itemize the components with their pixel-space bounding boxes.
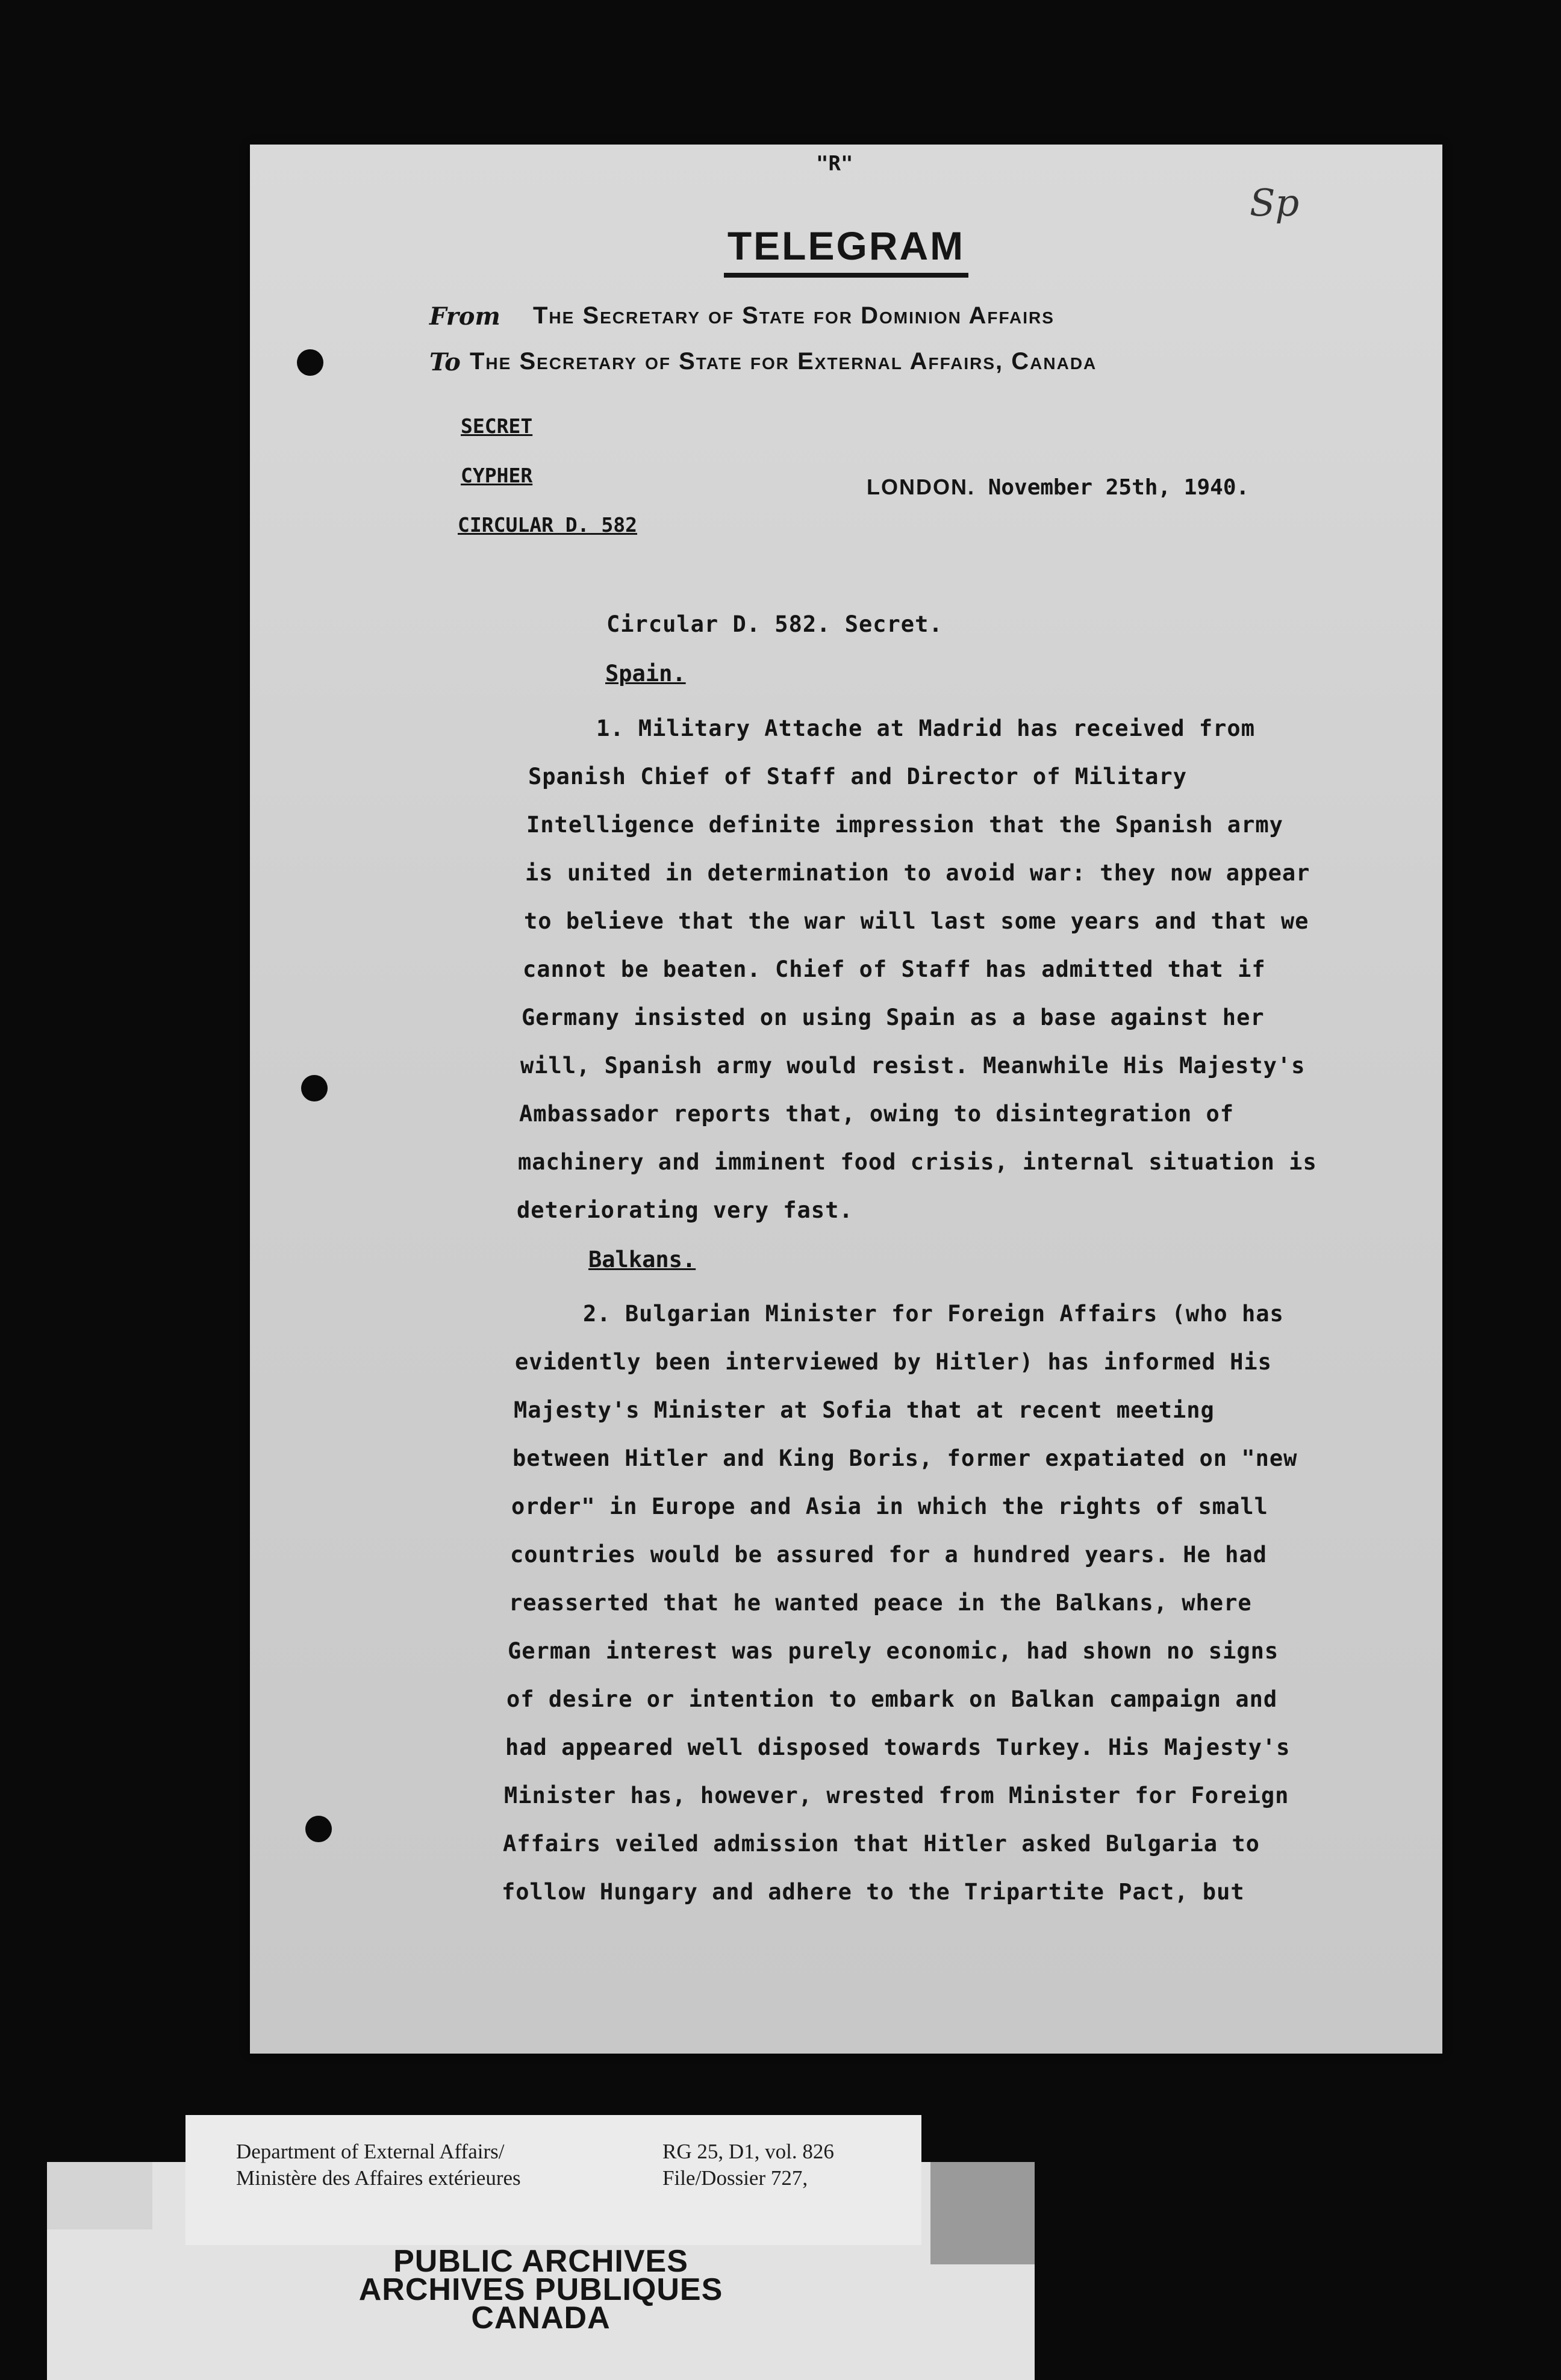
text-line: had appeared well disposed towards Turkey. His Majesty's [505, 1734, 1291, 1760]
section-heading-balkans: Balkans. [588, 1247, 696, 1273]
document-title [250, 223, 1442, 269]
text-line: cannot be beaten. Chief of Staff has admitted that if [523, 956, 1266, 982]
text-line: machinery and imminent food crisis, internal situation is [518, 1149, 1317, 1175]
text-line: 1. Military Attache at Madrid has received from [596, 715, 1255, 741]
text-line: will, Spanish army would resist. Meanwhile His Majesty's [520, 1053, 1306, 1079]
stamp-line-country: CANADA [471, 2301, 611, 2335]
dateline-date: November 25th, 1940. [988, 475, 1250, 500]
text-line: Intelligence definite impression that the Spanish army [526, 812, 1283, 838]
dateline [867, 475, 1249, 500]
section-heading-spain: Spain. [605, 661, 686, 687]
reference-line: Circular D. 582. Secret. [606, 611, 943, 637]
from-text: The Secretary of State for Dominion Affairs [533, 302, 1055, 329]
to-label: To [429, 348, 461, 376]
punch-hole [297, 349, 323, 376]
text-line: of desire or intention to embark on Balkan campaign and [506, 1686, 1278, 1712]
text-line: Minister has, however, wrested from Minister for Foreign [504, 1783, 1289, 1808]
classification-cypher: CYPHER [461, 464, 533, 487]
text-line: 2. Bulgarian Minister for Foreign Affairs (who has [583, 1301, 1284, 1327]
telegram-sheet [250, 145, 1442, 2054]
text-line: reasserted that he wanted peace in the Balkans, where [509, 1590, 1252, 1616]
classification-secret: SECRET [461, 414, 533, 438]
text-line: to believe that the war will last some years and that we [524, 908, 1309, 934]
title-text: TELEGRAM [724, 223, 968, 278]
dateline-place: LONDON. [867, 475, 975, 499]
classification-circular: CIRCULAR D. 582 [458, 513, 638, 537]
text-line: Ambassador reports that, owing to disintegration of [519, 1101, 1235, 1127]
to-text: The Secretary of State for External Affairs, Canada [470, 348, 1097, 375]
text-line: Germany insisted on using Spain as a base against her [522, 1005, 1265, 1030]
text-line: Majesty's Minister at Sofia that at recent meeting [514, 1397, 1215, 1423]
text-line: Affairs veiled admission that Hitler asked Bulgaria to [503, 1831, 1260, 1857]
text-line: between Hitler and King Boris, former expatiated on "new [513, 1445, 1298, 1471]
text-line: order" in Europe and Asia in which the rights of small [511, 1494, 1268, 1519]
from-label: From [429, 302, 500, 331]
stamp-line-english: PUBLIC ARCHIVES [393, 2244, 688, 2279]
stamp-line-french: ARCHIVES PUBLIQUES [358, 2272, 723, 2307]
text-line: deteriorating very fast. [517, 1197, 853, 1223]
punch-hole [305, 1816, 332, 1842]
text-line: evidently been interviewed by Hitler) has informed His [515, 1349, 1272, 1375]
card-tab [47, 2162, 152, 2229]
text-line: countries would be assured for a hundred years. He had [510, 1542, 1267, 1568]
handwritten-mark: Sp [1250, 181, 1300, 225]
text-line: follow Hungary and adhere to the Tripartite Pact, but [502, 1879, 1245, 1905]
department-french: Ministère des Affaires extérieures [236, 2166, 521, 2190]
text-line: is united in determination to avoid war: they now appear [525, 860, 1310, 886]
top-mark: "R" [816, 152, 853, 176]
text-line: German interest was purely economic, had shown no signs [508, 1638, 1279, 1664]
file-reference: File/Dossier 727, [662, 2166, 808, 2190]
department-english: Department of External Affairs/ [236, 2140, 505, 2163]
text-line: Spanish Chief of Staff and Director of Military [528, 764, 1187, 790]
record-group-reference: RG 25, D1, vol. 826 [662, 2140, 834, 2163]
punch-hole [301, 1075, 328, 1101]
